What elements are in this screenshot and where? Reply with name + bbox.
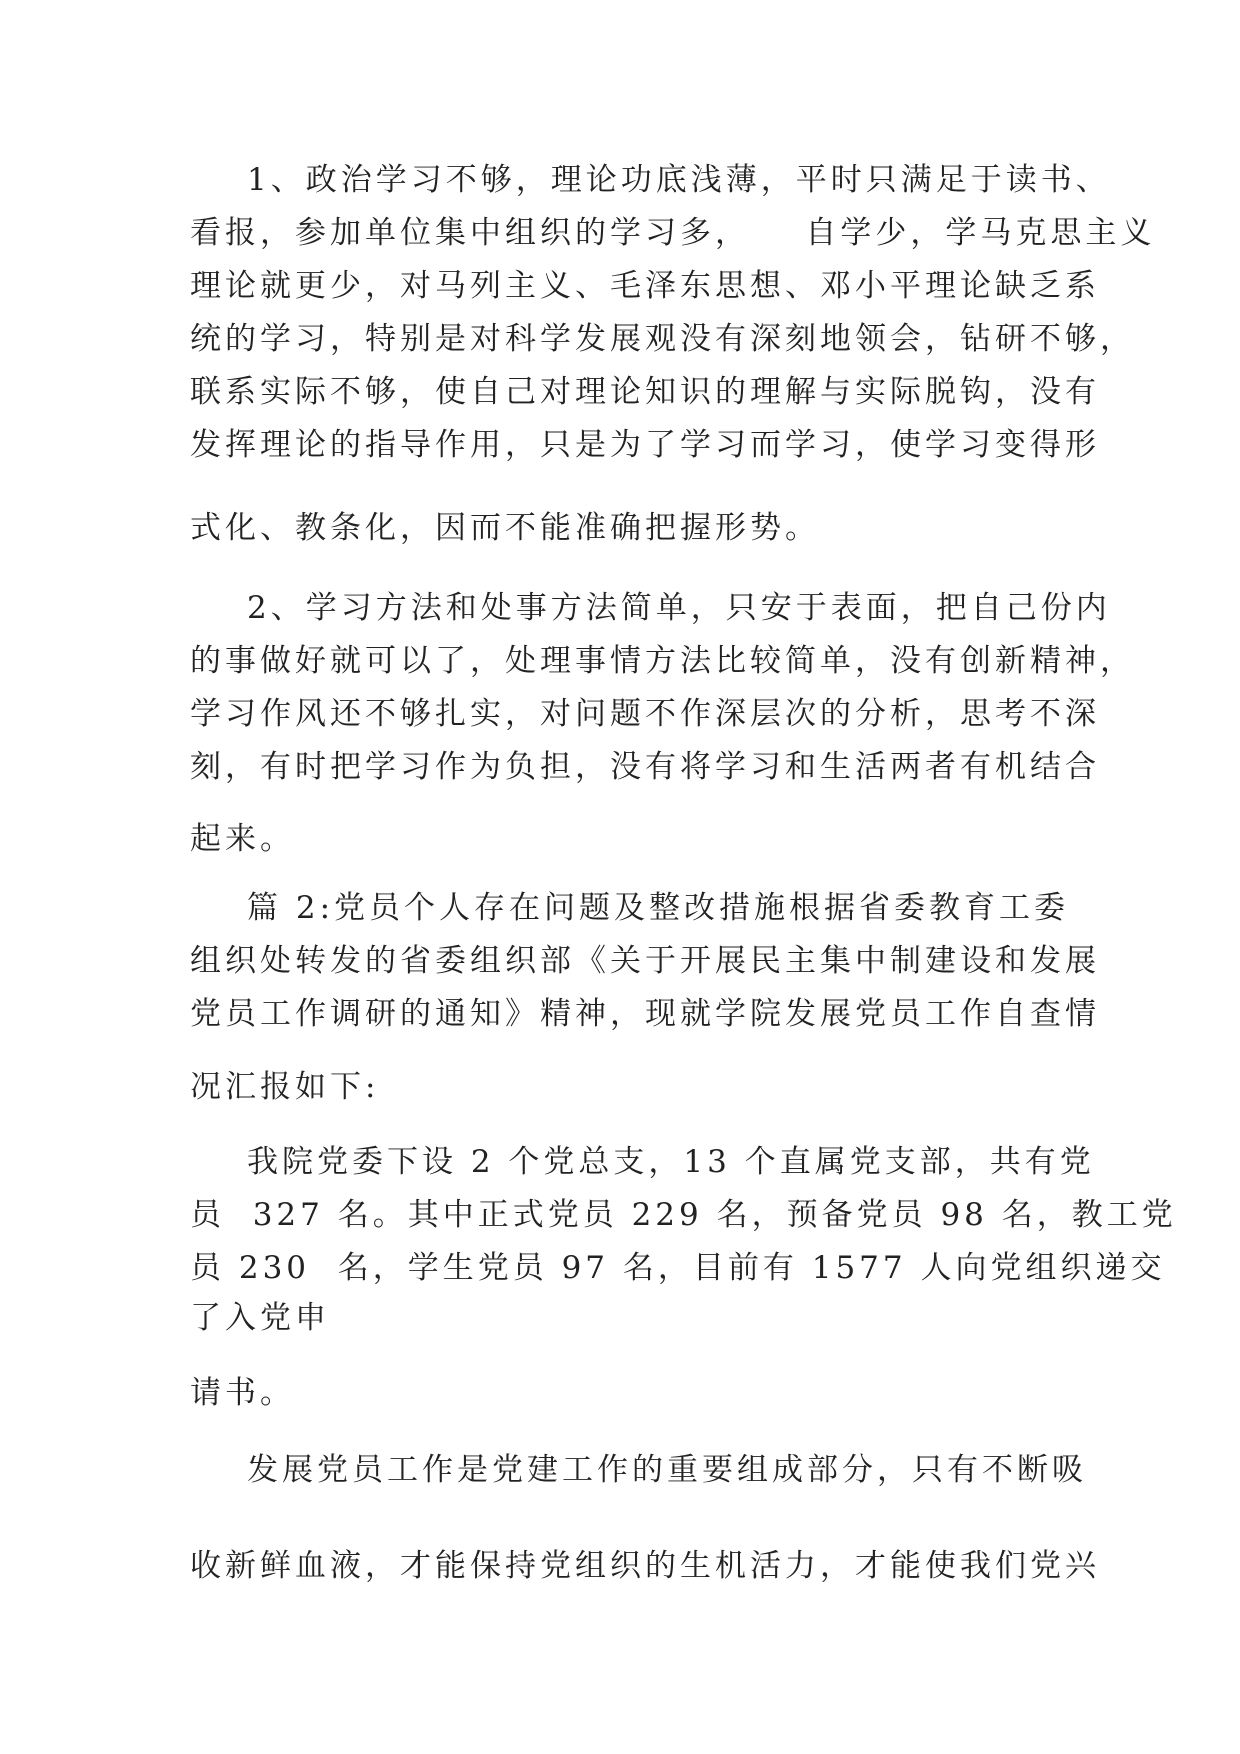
text-line: 员 230 名，学生党员 97 名，目前有 1577 人向党组织递交 [190,1250,1166,1286]
text-line: 统的学习，特别是对科学发展观没有深刻地领会，钻研不够， [190,321,1135,357]
text-line: 发展党员工作是党建工作的重要组成部分，只有不断吸 [247,1452,1087,1488]
text-line: 请书。 [190,1375,295,1411]
text-line: 看报，参加单位集中组织的学习多， 自学少，学马克思主义 [190,215,1156,251]
text-line: 1、政治学习不够，理论功底浅薄，平时只满足于读书、 [247,162,1111,198]
text-line: 2、学习方法和处事方法简单，只安于表面，把自己份内 [247,590,1111,626]
text-line: 了入党申 [190,1300,330,1336]
text-line: 我院党委下设 2 个党总支，13 个直属党支部，共有党 [247,1144,1095,1180]
text-line: 组织处转发的省委组织部《关于开展民主集中制建设和发展 [190,943,1100,979]
text-line: 联系实际不够，使自己对理论知识的理解与实际脱钩，没有 [190,374,1100,410]
text-line: 刻，有时把学习作为负担，没有将学习和生活两者有机结合 [190,749,1100,785]
text-line: 篇 2:党员个人存在问题及整改措施根据省委教育工委 [247,890,1070,926]
text-line: 起来。 [190,821,295,857]
text-line: 员 327 名。其中正式党员 229 名，预备党员 98 名，教工党 [190,1197,1177,1233]
text-line: 党员工作调研的通知》精神，现就学院发展党员工作自查情 [190,996,1100,1032]
text-line: 况汇报如下: [190,1069,380,1105]
text-line: 的事做好就可以了，处理事情方法比较简单，没有创新精神， [190,643,1135,679]
text-line: 收新鲜血液，才能保持党组织的生机活力，才能使我们党兴 [190,1548,1100,1584]
text-line: 学习作风还不够扎实，对问题不作深层次的分析，思考不深 [190,696,1100,732]
text-line: 式化、教条化，因而不能准确把握形势。 [190,510,820,546]
text-line: 理论就更少，对马列主义、毛泽东思想、邓小平理论缺乏系 [190,268,1100,304]
text-line: 发挥理论的指导作用，只是为了学习而学习，使学习变得形 [190,427,1100,463]
